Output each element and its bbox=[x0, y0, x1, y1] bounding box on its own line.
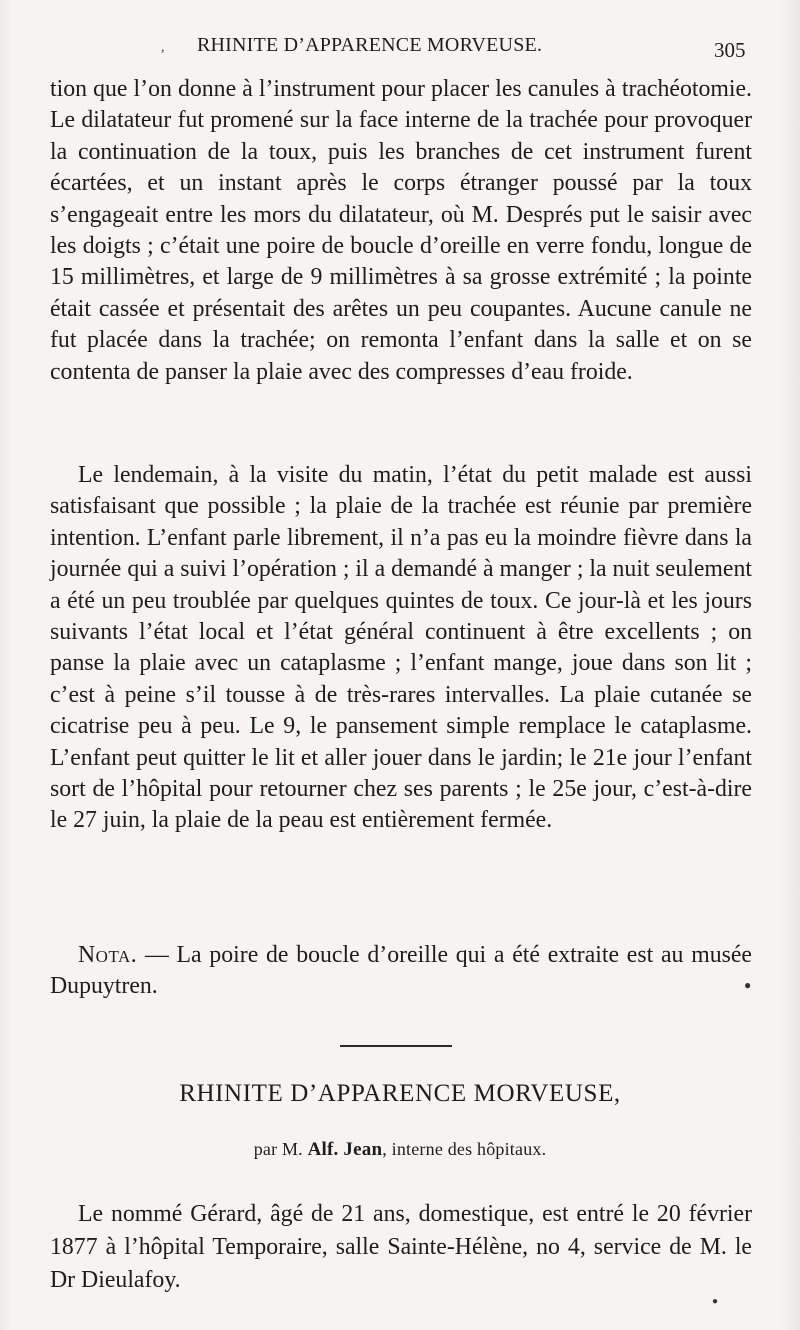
print-speck: ● bbox=[744, 978, 752, 992]
print-speck: , bbox=[161, 40, 165, 55]
running-head bbox=[0, 34, 800, 62]
paragraph-text: Le nommé Gérard, âgé de 21 ans, domestique, est entré le 20 février 1877 à l’hôpital Temporaire, salle Sainte-Hélène, no 4, service de M. le Dr Dieulafoy. bbox=[50, 1201, 752, 1293]
nota-text-line bbox=[50, 940, 752, 1003]
byline-suffix: , interne des hôpitaux. bbox=[382, 1139, 547, 1159]
paragraph-text: Le lendemain, à la visite du matin, l’état du petit malade est aussi satisfaisant que possible ; la plaie de la trachée est réunie par première intention. L’enfant parle librement, il n’a pas eu la moindre fièvre dans la journée qui a suivi l’opération ; il a demandé à manger ; la nuit seulement a été un peu troublée par quelques quintes de toux. Ce jour-là et les jours suivants l’état local et l’état général continuent à être excellents ; on panse la plaie avec un cataplasme ; l’enfant mange, joue dans son lit ; c’est à peine s’il tousse à de très-rares intervalles. La plaie cutanée se cicatrise peu à peu. Le 9, le pansement simple remplace le cataplasme. L’enfant peut quitter le lit et aller jouer dans le jardin; le 21e jour l’enfant sort de l’hôpital pour retourner chez ses parents ; le 25e jour, c’est-à-dire le 27 juin, la plaie de la peau est entièrement fermée. bbox=[50, 462, 752, 834]
byline-author: Alf. Jean bbox=[307, 1139, 383, 1160]
page-number: 305 bbox=[714, 38, 746, 62]
byline-prefix: par M. bbox=[253, 1139, 303, 1159]
section-divider bbox=[340, 1045, 452, 1047]
running-title: RHINITE D’APPARENCE MORVEUSE. bbox=[197, 34, 543, 56]
print-speck: ● bbox=[712, 1296, 719, 1307]
article-title: RHINITE D’APPARENCE MORVEUSE, bbox=[179, 1080, 621, 1107]
nota-paragraph bbox=[50, 940, 752, 1003]
paragraph-continuation bbox=[50, 74, 752, 388]
paragraph-next-day bbox=[50, 460, 752, 837]
nota-text: — La poire de boucle d’oreille qui a été extraite est au musée Dupuytren. bbox=[50, 942, 752, 1000]
nota-label: Nota. bbox=[78, 942, 138, 968]
article-opening bbox=[50, 1198, 752, 1297]
paragraph-text: tion que l’on donne à l’instrument pour placer les canules à trachéotomie. Le dilatateur fut promené sur la face interne de la trachée pour provoquer la continuation de la toux, puis les branches de cet instrument furent écartées, et un instant après le corps étranger poussé par la toux s’engageait entre les mors du dilatateur, où M. Després put le saisir avec les doigts ; c’était une poire de boucle d’oreille en verre fondu, longue de 15 millimètres, et large de 9 millimètres à sa grosse extrémité ; la pointe était cassée et présentait des arêtes un peu coupantes. Aucune canule ne fut placée dans la trachée; on remonta l’enfant dans la salle et on se contenta de panser la plaie avec des compresses d’eau froide. bbox=[50, 76, 752, 385]
article-byline bbox=[0, 1139, 800, 1161]
